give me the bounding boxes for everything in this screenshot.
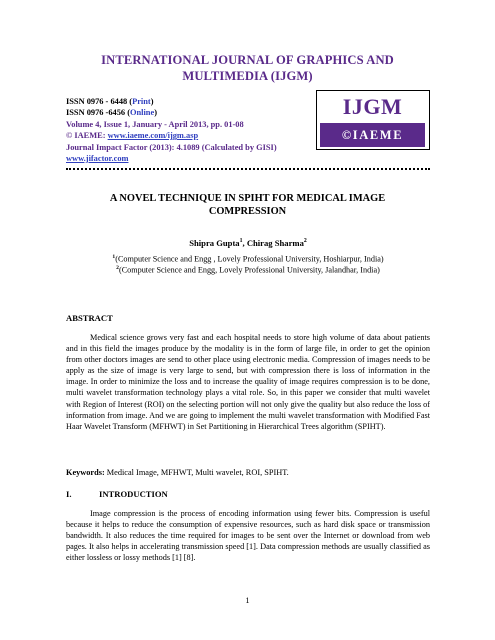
keywords [66,468,430,477]
logo-iaeme-text: ©IAEME [320,123,425,147]
section-title: INTRODUCTION [99,489,168,499]
keywords-label: Keywords: [66,468,105,477]
journal-logo [316,90,430,150]
paper-title-line-1: A NOVEL TECHNIQUE IN SPIHT FOR MEDICAL IMAGE [109,193,386,204]
issn-online: ISSN 0976 -6456 (Online) [66,108,157,118]
section-number: I. [66,489,72,499]
affiliation-1: $^1$(Computer Science and Engg , Lovely Professional University, Hoshiarpur, India) [112,254,384,264]
abstract-text: Medical science grows very fast and each hospital needs to store high volume of data about patients and in this field the images produce by the modality is in the form of large file, in order to get the opinion from other doctors images are send to other place using electronic media. Compression of images needs to be apply as the size of image is very large to send, but with compression there is loss of information in the image. In order to minimize the loss and to increase the quality of image requires compression is to be done, multi wavelet transformation technology plays a vital role. So, in this paper we consider that multi wavelet with Region of Interest (ROI) on the selecting portion will not only give the quality but also reduce the loss of information from image. And we are going to implement the multi wavelet transformation with Modified Fast Haar Wavelet Transform (MFHWT) in Set Partitioning in Hierarchical Trees algorithm (SPIHT). [66,333,430,431]
dotted-divider [66,168,430,171]
journal-title [40,52,455,84]
impact-factor: Journal Impact Factor (2013): 4.1089 (Calculated by GISI) [66,142,277,152]
keywords-text: Medical Image, MFHWT, Multi wavelet, ROI, SPIHT. [104,468,289,477]
journal-title-line-1: INTERNATIONAL JOURNAL OF GRAPHICS AND [101,53,394,67]
issn-online-label: Online [129,108,155,118]
issn-print: ISSN 0976 - 6448 (Print) [66,97,154,106]
journal-meta [66,96,316,164]
author-name: Shipra Gupta [189,238,240,248]
paper-title-line-2: COMPRESSION [208,206,287,217]
authors: Shipra Gupta$^1$, Chirag Sharma$^2$ [189,238,307,248]
logo-ijgm-text: IJGM [342,94,403,119]
volume-info: Volume 4, Issue 1, January - April 2013, pp. 01-08 [66,119,244,129]
iaeme-link[interactable]: www.iaeme.com/ijgm.asp [107,131,199,141]
journal-title-line-2: MULTIMEDIA (IJGM) [182,69,313,83]
paper-title [70,192,425,218]
section-heading [66,489,168,499]
introduction-text: Image compression is the process of encoding information using fewer bits. Compression is useful because it helps to reduce the consumption of expensive resources, such as hard disk space or transmission bandwidth. It also reduces the time required for images to be sent over the Internet or download from web pages. It also helps in accelerating transmission speed [1]. Data compression methods are usually classified as either lossless or lossy methods [1] [8]. [66,509,430,563]
affiliation-2: $^2$(Computer Science and Engg, Lovely Professional University, Jalandhar, India) [116,265,380,275]
copyright-line: © IAEME: www.iaeme.com/ijgm.asp [66,131,199,141]
issn-print-label: Print [132,97,151,106]
abstract-heading: ABSTRACT [66,313,113,323]
jifactor-link[interactable]: www.jifactor.com [66,154,129,164]
page-number: 1 [245,596,250,605]
